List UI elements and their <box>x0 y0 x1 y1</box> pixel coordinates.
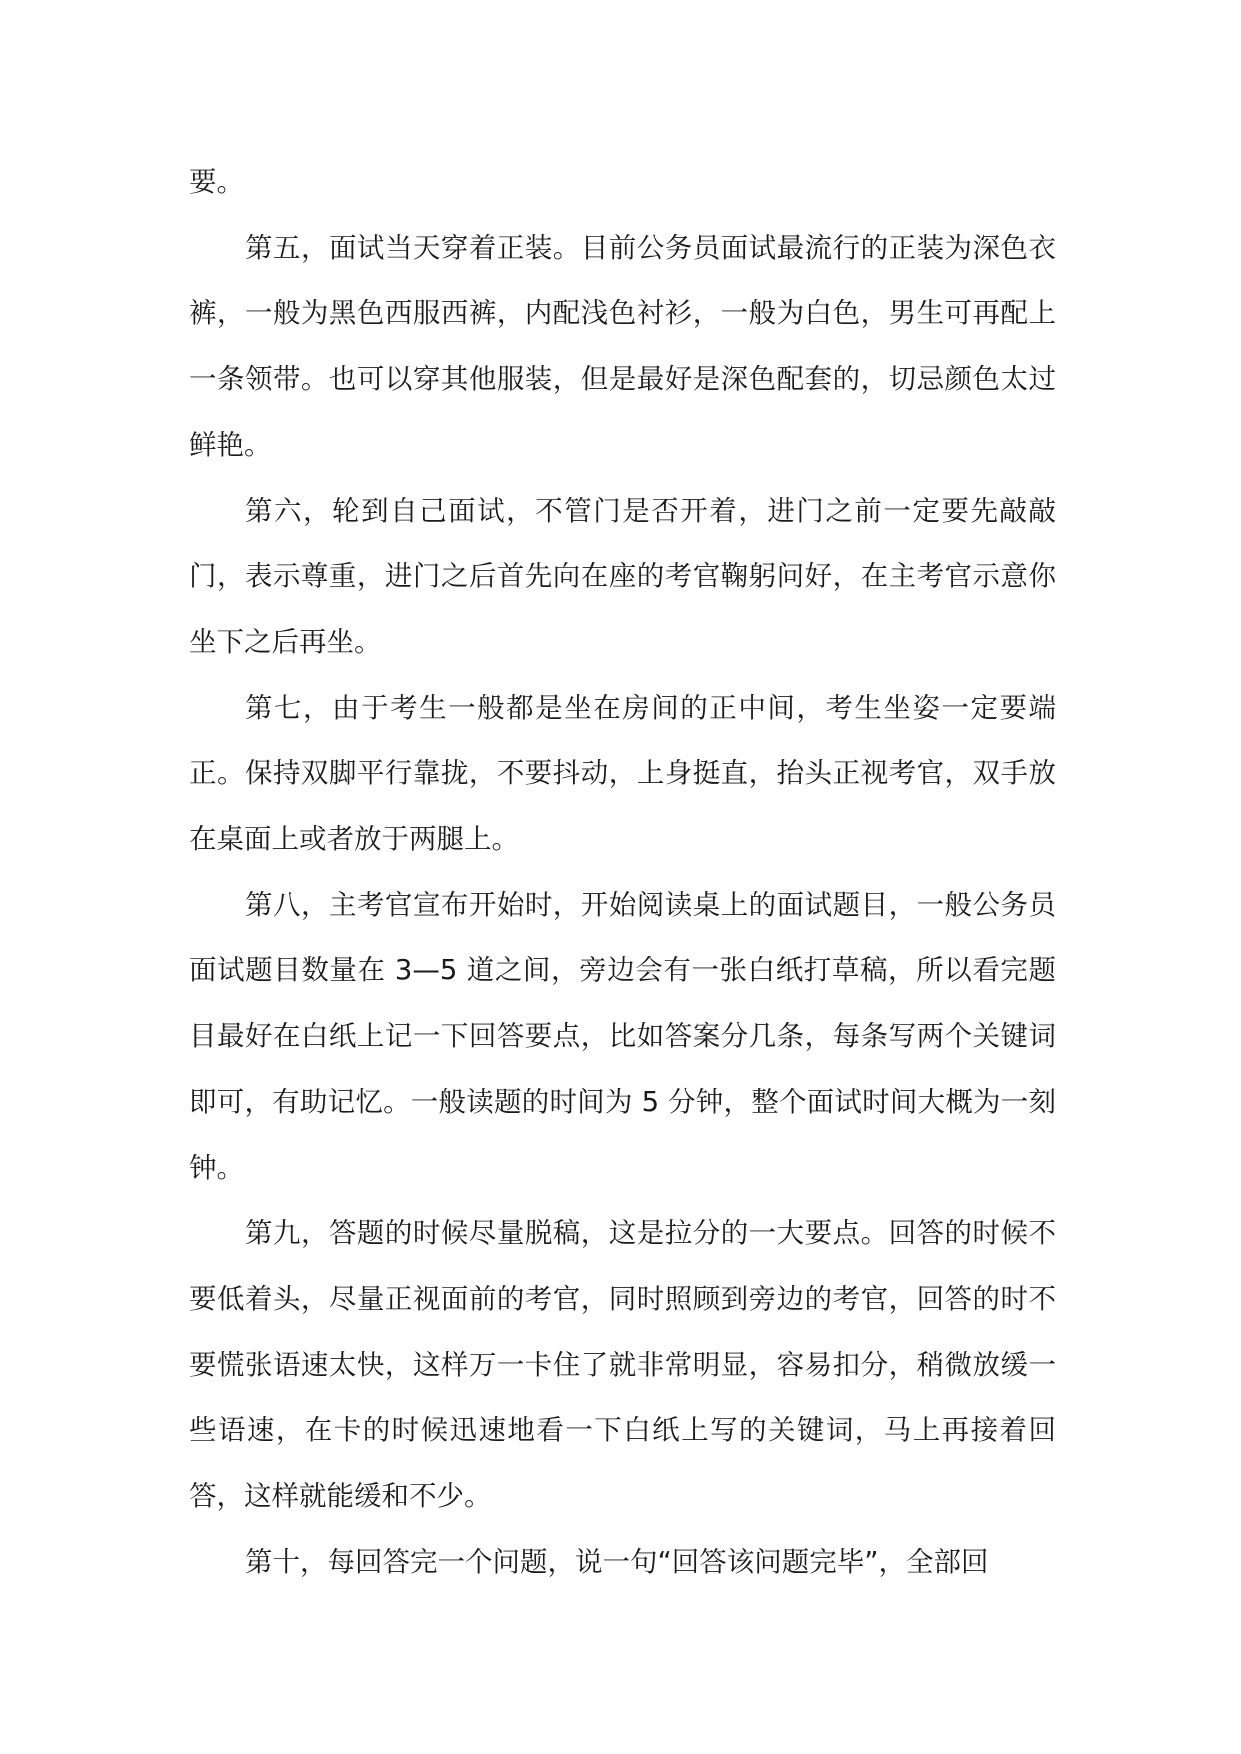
paragraph-point-10-closing: 第十，每回答完一个问题，说一句“回答该问题完毕”，全部回 <box>245 1545 989 1578</box>
document-page <box>189 150 1056 1595</box>
paragraph-point-6-entering: 第六，轮到自己面试，不管门是否开着，进门之前一定要先敲敲门，表示尊重，进门之后首先向在座的考官鞠躬问好，在主考官示意你坐下之后再坐。 <box>189 494 1056 658</box>
paragraph-point-7-posture: 第七，由于考生一般都是坐在房间的正中间，考生坐姿一定要端正。保持双脚平行靠拢，不要抖动，上身挺直，抬头正视考官，双手放在桌面上或者放于两腿上。 <box>189 691 1056 856</box>
paragraph-continued: 要。 <box>189 166 244 198</box>
paragraph-point-8-reading: 第八，主考官宣布开始时，开始阅读桌上的面试题目，一般公务员面试题目数量在 3—5 道之间，旁边会有一张白纸打草稿，所以看完题目最好在白纸上记一下回答要点，比如答案分几条，每条写两个关键词即可，有助记忆。一般读题的时间为 5 分钟，整个面试时间大概为一刻钟。 <box>189 888 1056 1184</box>
paragraph-point-5-attire: 第五，面试当天穿着正装。目前公务员面试最流行的正装为深色衣裤，一般为黑色西服西裤，内配浅色衬衫，一般为白色，男生可再配上一条领带。也可以穿其他服装，但是最好是深色配套的，切忌颜色太过鲜艳。 <box>189 231 1056 461</box>
paragraph-point-9-answering: 第九，答题的时候尽量脱稿，这是拉分的一大要点。回答的时候不要低着头，尽量正视面前的考官，同时照顾到旁边的考官，回答的时不要慌张语速太快，这样万一卡住了就非常明显，容易扣分，稍微放缓一些语速，在卡的时候迅速地看一下白纸上写的关键词，马上再接着回答，这样就能缓和不少。 <box>189 1217 1056 1513</box>
